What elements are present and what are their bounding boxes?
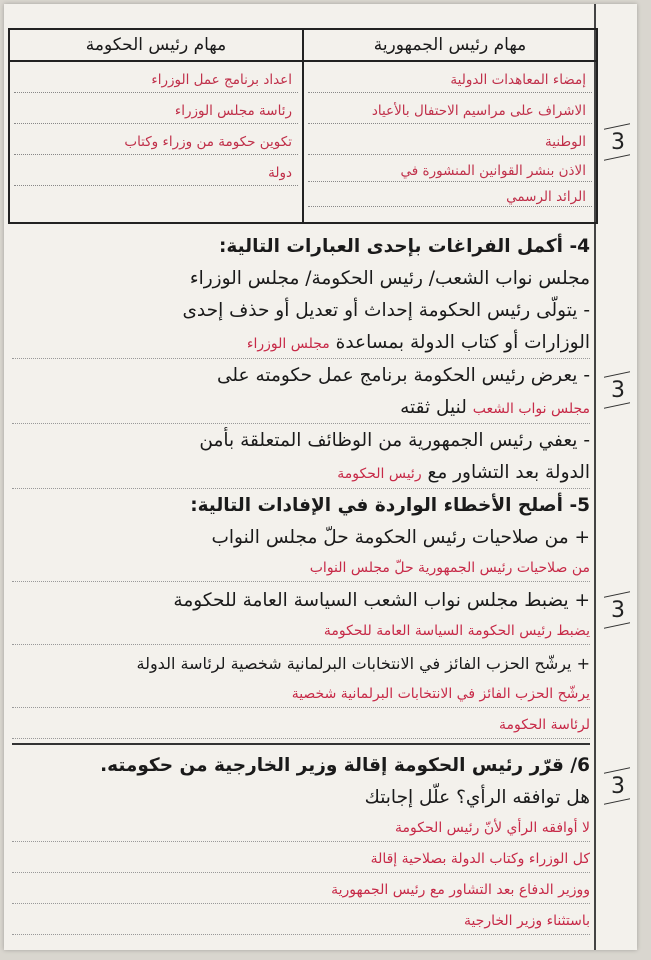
q4-s2-line2 (12, 393, 590, 424)
score-mark: 3 (602, 770, 634, 804)
q4-s1-answer: مجلس الوزراء (246, 336, 330, 352)
q6-answer-2: كل الوزراء وكتاب الدولة بصلاحية إقالة (12, 846, 590, 873)
q6-answer-1: لا أوافقه الرأي لأنّ رئيس الحكومة (12, 815, 590, 842)
table-cell: الوطنية (308, 130, 592, 155)
table-cell: رئاسة مجلس الوزراء (14, 99, 298, 124)
q6-answer-4: باستثناء وزير الخارجية (12, 908, 590, 935)
score-mark: 3 (602, 594, 634, 628)
table-cell: الاذن بنشر القوانين المنشورة في (308, 161, 592, 182)
q4-s3-text: الدولة بعد التشاور مع (427, 462, 590, 483)
q5-item-1: + من صلاحيات رئيس الحكومة حلّ مجلس النواب (211, 527, 590, 548)
divider (12, 743, 590, 745)
q4-s1-line1: - يتولّى رئيس الحكومة إحداث أو تعديل أو حذف إحدى (182, 300, 590, 321)
duties-table (8, 28, 598, 224)
q6-question: هل توافقه الرأي؟ علّل إجابتك (364, 786, 590, 808)
q6-title: 6/ قرّر رئيس الحكومة إقالة وزير الخارجية من حكومته. (100, 754, 590, 776)
q5-answer-2: يضبط رئيس الحكومة السياسة العامة للحكومة (12, 618, 590, 645)
table-cell: اعداد برنامج عمل الوزراء (14, 68, 298, 93)
header-president: مهام رئيس الجمهورية (373, 35, 527, 55)
score-mark: 3 (602, 126, 634, 160)
q5-answer-1: من صلاحيات رئيس الجمهورية حلّ مجلس النواب (12, 555, 590, 582)
table-cell: إمضاء المعاهدات الدولية (308, 68, 592, 93)
header-head-gov: مهام رئيس الحكومة (10, 30, 304, 60)
q4-title: 4- أكمل الفراغات بإحدى العبارات التالية: (219, 236, 590, 257)
worksheet-page (4, 4, 637, 950)
table-cell: تكوين حكومة من وزراء وكتاب (14, 130, 298, 155)
q4-s3-line2 (12, 458, 590, 489)
q4-s3-answer: رئيس الحكومة (337, 466, 422, 482)
q5-answer-3b: لرئاسة الحكومة (12, 712, 590, 739)
table-cell: الاشراف على مراسيم الاحتفال بالأعياد (308, 99, 592, 124)
q5-title: 5- أصلح الأخطاء الواردة في الإفادات التالية: (190, 495, 590, 516)
q4-s1-text: الوزارات أو كتاب الدولة بمساعدة (335, 332, 590, 353)
q6-answer-3: ووزير الدفاع بعد التشاور مع رئيس الجمهورية (12, 877, 590, 904)
q4-s1-line2 (12, 328, 590, 359)
score-mark: 3 (602, 374, 634, 408)
q4-s2-line1: - يعرض رئيس الحكومة برنامج عمل حكومته على (217, 365, 590, 386)
president-duties (304, 62, 596, 224)
q5-answer-3: يرشّح الحزب الفائز في الانتخابات البرلمانية شخصية (12, 681, 590, 708)
q5-item-3: + يرشّح الحزب الفائز في الانتخابات البرلمانية شخصية لرئاسة الدولة (136, 654, 590, 673)
head-gov-duties (10, 62, 304, 224)
table-cell: دولة (14, 161, 298, 186)
exercise-content (12, 232, 590, 939)
q4-options: مجلس نواب الشعب/ رئيس الحكومة/ مجلس الوزراء (189, 268, 590, 289)
q5-item-2: + يضبط مجلس نواب الشعب السياسة العامة للحكومة (173, 590, 590, 611)
table-cell: الرائد الرسمي (308, 188, 592, 207)
q4-s2-answer: مجلس نواب الشعب (472, 401, 590, 417)
q4-s3-line1: - يعفي رئيس الجمهورية من الوظائف المتعلقة بأمن (199, 430, 590, 451)
q4-s2-text: لنيل ثقته (400, 397, 467, 418)
